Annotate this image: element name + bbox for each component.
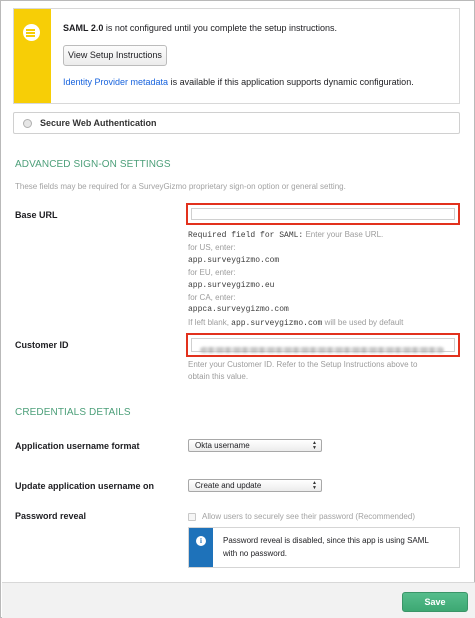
base-url-help [188, 229, 403, 330]
base-url-label: Base URL [15, 210, 58, 220]
metadata-text [63, 77, 414, 87]
customer-id-highlight [186, 333, 460, 357]
saml-notice [13, 8, 460, 104]
idp-metadata-link[interactable]: Identity Provider metadata [63, 77, 169, 87]
base-url-highlight [186, 203, 460, 225]
base-url-prompt: Enter your Base URL. [303, 230, 384, 239]
update-on-select[interactable] [188, 479, 322, 492]
default-url: app.surveygizmo.com [231, 318, 323, 328]
info-text [223, 534, 429, 560]
info-line1: Password reveal is disabled, since this app is using SAML [223, 536, 429, 545]
username-format-value: Okta username [195, 441, 250, 450]
advanced-settings-description: These fields may be required for a SurveyGizmo proprietary sign-on option or general setting. [15, 182, 346, 191]
notice-stripe [14, 9, 51, 103]
info-icon: i [196, 536, 206, 546]
metadata-rest: is available if this application supports dynamic configuration. [168, 77, 414, 87]
swa-radio[interactable] [23, 119, 32, 128]
customer-id-help-line2: obtain this value. [188, 372, 249, 382]
saml-status-rest: is not configured until you complete the setup instructions. [103, 23, 337, 33]
default-suffix: will be used by default [322, 317, 404, 327]
password-reveal-checkbox[interactable] [188, 513, 196, 521]
us-label: for US, enter: [188, 243, 236, 253]
customer-id-help [188, 359, 417, 384]
username-format-label: Application username format [15, 441, 140, 451]
us-url: app.surveygizmo.com [188, 255, 280, 265]
base-url-input[interactable] [191, 208, 455, 220]
select-arrows-icon: ▲ ▼ [312, 440, 317, 451]
info-stripe [189, 528, 213, 567]
password-reveal-checkbox-label: Allow users to securely see their password (Recommended) [202, 512, 415, 521]
username-format-select[interactable] [188, 439, 322, 452]
list-icon [23, 24, 40, 41]
ca-url: appca.surveygizmo.com [188, 305, 289, 315]
update-on-label: Update application username on [15, 481, 155, 491]
password-reveal-info [188, 527, 460, 568]
swa-label: Secure Web Authentication [40, 118, 157, 128]
save-button[interactable]: Save [402, 592, 468, 612]
update-on-value: Create and update [195, 481, 262, 490]
credentials-heading: CREDENTIALS DETAILS [15, 407, 131, 418]
info-line2: with no password. [223, 549, 288, 558]
customer-id-input[interactable] [191, 338, 455, 352]
required-field-label: Required field for SAML: [188, 231, 304, 240]
swa-option-row[interactable] [13, 112, 460, 134]
advanced-settings-heading: ADVANCED SIGN-ON SETTINGS [15, 159, 171, 170]
ca-label: for CA, enter: [188, 293, 236, 303]
view-setup-instructions-button[interactable]: View Setup Instructions [63, 45, 167, 66]
customer-id-label: Customer ID [15, 340, 69, 350]
select-arrows-icon: ▲ ▼ [312, 480, 317, 491]
saml-label: SAML 2.0 [63, 23, 104, 33]
redacted-value [200, 347, 444, 353]
saml-status-text [63, 23, 337, 33]
default-prefix: If left blank, [188, 317, 232, 327]
customer-id-help-line1: Enter your Customer ID. Refer to the Setup Instructions above to [188, 360, 418, 369]
password-reveal-label: Password reveal [15, 511, 87, 521]
eu-label: for EU, enter: [188, 268, 236, 278]
eu-url: app.surveygizmo.eu [188, 280, 275, 290]
